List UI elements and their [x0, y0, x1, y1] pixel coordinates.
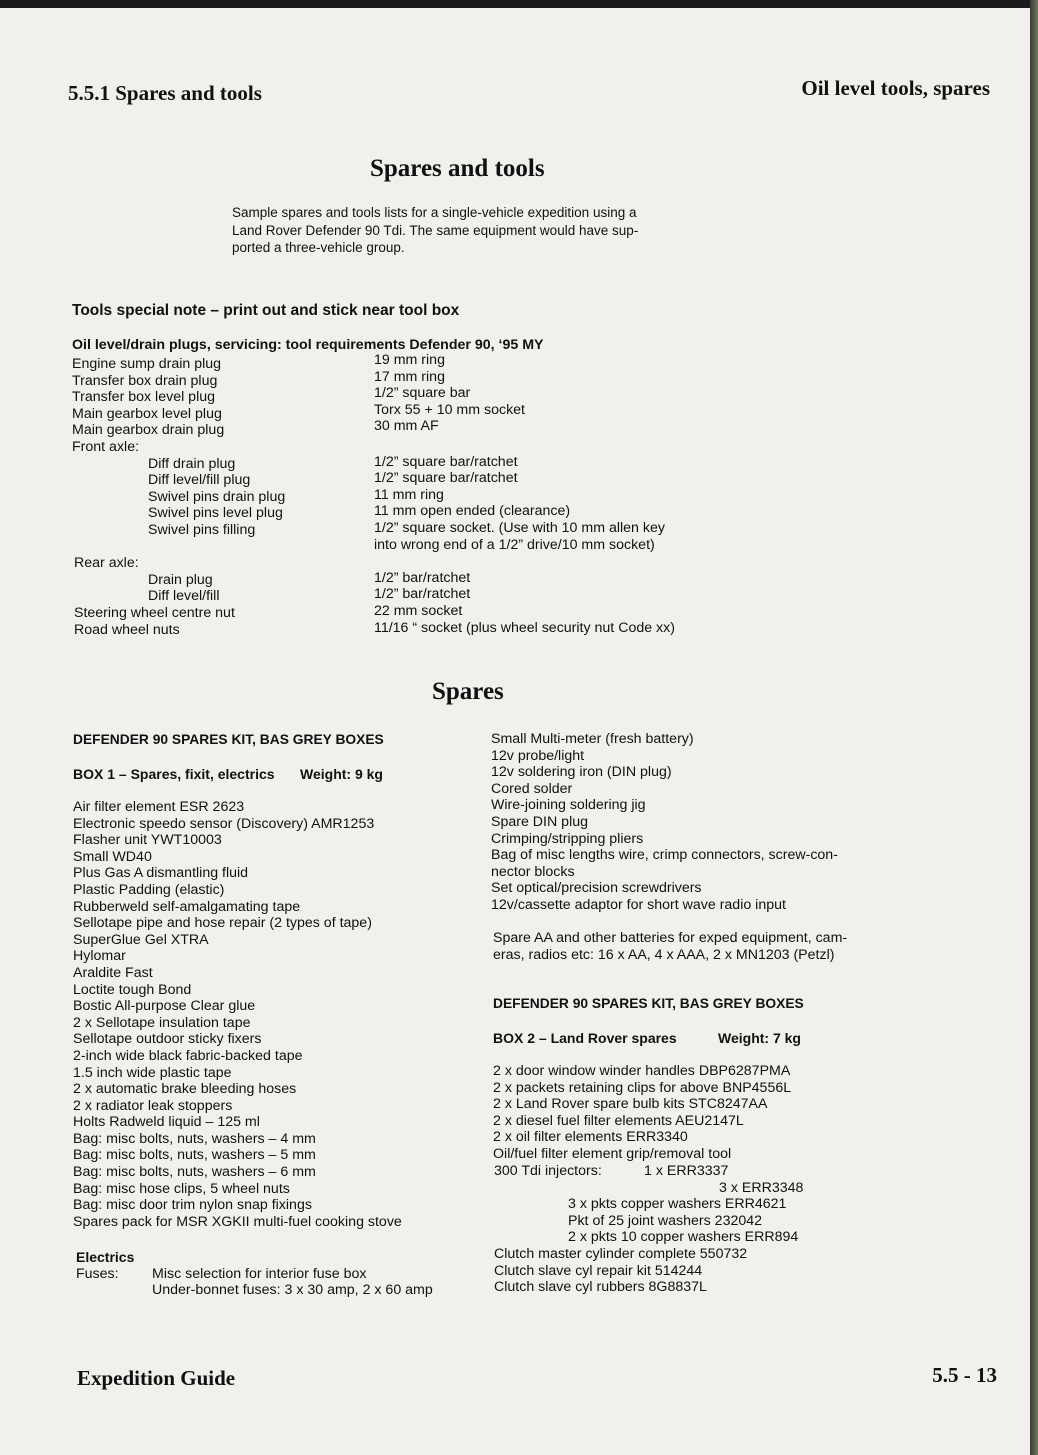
- list-item: Bag: misc door trim nylon snap fixings: [73, 1197, 312, 1214]
- list-item: Plastic Padding (elastic): [73, 881, 225, 898]
- tool-item: Drain plug: [148, 571, 213, 588]
- box2-weight: Weight: 7 kg: [718, 1030, 801, 1046]
- electrical-tools-list: [491, 731, 838, 914]
- intro-paragraph: [232, 204, 638, 257]
- electrics-heading: Electrics: [76, 1249, 135, 1265]
- tool-item: Steering wheel centre nut: [74, 604, 235, 621]
- tool-item: Diff drain plug: [148, 455, 236, 472]
- list-item: Araldite Fast: [73, 964, 153, 981]
- list-item: Cored solder: [491, 780, 573, 797]
- tool-group-label: Rear axle:: [74, 555, 139, 572]
- list-item: 2 x automatic brake bleeding hoses: [73, 1081, 297, 1098]
- tool-item: Engine sump drain plug: [72, 356, 222, 372]
- tools-note-heading: Tools special note – print out and stick near tool box: [72, 302, 460, 319]
- list-item: Rubberweld self-amalgamating tape: [73, 898, 301, 915]
- tool-item: Diff level/fill: [148, 588, 220, 605]
- tool-item: Main gearbox drain plug: [72, 422, 225, 439]
- list-item: Small WD40: [73, 848, 152, 865]
- intro-line: Land Rover Defender 90 Tdi. The same equipment would have sup-: [232, 222, 639, 238]
- footer-title: Expedition Guide: [77, 1366, 236, 1390]
- tool-item: Diff level/fill plug: [148, 472, 251, 489]
- box1-list: [73, 799, 402, 1230]
- injectors-part-1: 1 x ERR3337: [644, 1163, 729, 1179]
- list-item: Oil/fuel filter element grip/removal tool: [493, 1145, 732, 1162]
- list-item: nector blocks: [491, 863, 575, 880]
- list-item: Sellotape outdoor sticky fixers: [73, 1031, 262, 1048]
- list-item: Plus Gas A dismantling fluid: [73, 865, 249, 882]
- tool-spec: 1/2” bar/ratchet: [374, 586, 471, 603]
- section-header: 5.5.1 Spares and tools: [68, 81, 262, 105]
- list-item: Sellotape pipe and hose repair (2 types of tape): [73, 915, 372, 932]
- clutch-list: [494, 1246, 747, 1296]
- tool-spec: 19 mm ring: [374, 352, 445, 368]
- list-item: 1.5 inch wide plastic tape: [73, 1064, 232, 1081]
- tool-item: Main gearbox level plug: [72, 405, 222, 422]
- tool-spec: 1/2” square socket. (Use with 10 mm allen key: [374, 519, 665, 536]
- tool-item: Swivel pins level plug: [148, 505, 283, 522]
- tool-row: [72, 536, 692, 556]
- list-item: Clutch slave cyl repair kit 514244: [494, 1262, 703, 1279]
- list-item: Bag: misc bolts, nuts, washers – 4 mm: [73, 1130, 316, 1147]
- document-page: [0, 8, 1030, 1455]
- tool-item: Swivel pins drain plug: [148, 488, 286, 505]
- batteries-line: eras, radios etc: 16 x AA, 4 x AAA, 2 x MN1203 (Petzl): [493, 946, 835, 963]
- tool-table: [72, 352, 692, 638]
- tool-spec: 1/2” square bar: [374, 385, 471, 402]
- tool-spec: 1/2” bar/ratchet: [374, 569, 471, 586]
- list-item: Hylomar: [73, 948, 126, 965]
- tool-spec: 1/2” square bar/ratchet: [374, 470, 518, 487]
- topic-header: Oil level tools, spares: [801, 76, 990, 100]
- list-item: Bag of misc lengths wire, crimp connectors, screw-con-: [491, 847, 838, 864]
- tool-spec: into wrong end of a 1/2” drive/10 mm socket): [374, 536, 655, 553]
- list-item: Small Multi-meter (fresh battery): [491, 731, 694, 747]
- spares-title: Spares: [432, 678, 504, 705]
- tool-spec: 22 mm socket: [374, 602, 463, 619]
- kit-heading-left: DEFENDER 90 SPARES KIT, BAS GREY BOXES: [73, 732, 384, 747]
- page-edge: [1030, 0, 1038, 1455]
- fuses-interior: Misc selection for interior fuse box: [152, 1266, 367, 1282]
- tool-spec: 30 mm AF: [374, 418, 439, 435]
- tool-spec: 17 mm ring: [374, 368, 445, 385]
- list-item: Wire-joining soldering jig: [491, 797, 646, 814]
- list-item: 12v soldering iron (DIN plug): [491, 764, 672, 781]
- tool-group-label: Front axle:: [72, 438, 140, 455]
- list-item: 12v/cassette adaptor for short wave radio input: [491, 896, 786, 913]
- list-item: 12v probe/light: [491, 747, 585, 764]
- box2-label: BOX 2 – Land Rover spares: [493, 1030, 677, 1046]
- list-item: 2 x diesel fuel filter elements AEU2147L: [493, 1112, 744, 1129]
- list-item: 2 x radiator leak stoppers: [73, 1097, 233, 1114]
- page-title: Spares and tools: [370, 155, 545, 182]
- washers-list: [568, 1196, 798, 1246]
- list-item: 2-inch wide black fabric-backed tape: [73, 1047, 303, 1064]
- list-item: Bag: misc hose clips, 5 wheel nuts: [73, 1180, 290, 1197]
- list-item: 2 x Sellotape insulation tape: [73, 1014, 251, 1031]
- injectors-label: 300 Tdi injectors:: [494, 1163, 602, 1179]
- tool-spec: 1/2” square bar/ratchet: [374, 453, 518, 470]
- list-item: Clutch master cylinder complete 550732: [494, 1246, 748, 1262]
- list-item: Clutch slave cyl rubbers 8G8837L: [494, 1279, 707, 1296]
- tool-item: Transfer box drain plug: [72, 372, 218, 389]
- tool-spec: Torx 55 + 10 mm socket: [374, 401, 525, 418]
- box1-weight: Weight: 9 kg: [300, 766, 383, 782]
- tool-spec: 11 mm open ended (clearance): [374, 503, 571, 520]
- list-item: 2 x pkts 10 copper washers ERR894: [568, 1229, 799, 1246]
- box1-label: BOX 1 – Spares, fixit, electrics: [73, 766, 275, 782]
- fuses-label: Fuses:: [76, 1266, 119, 1282]
- list-item: Flasher unit YWT10003: [73, 832, 222, 849]
- list-item: Spare DIN plug: [491, 813, 588, 830]
- tool-row: [72, 619, 692, 639]
- batteries-paragraph: [493, 930, 847, 963]
- list-item: Bostic All-purpose Clear glue: [73, 998, 256, 1015]
- tool-spec: 11 mm ring: [374, 486, 444, 503]
- tool-item: Swivel pins filling: [148, 521, 256, 538]
- list-item: 3 x pkts copper washers ERR4621: [568, 1196, 787, 1212]
- list-item: Bag: misc bolts, nuts, washers – 6 mm: [73, 1164, 316, 1181]
- tool-spec: 11/16 “ socket (plus wheel security nut Code xx): [374, 619, 675, 636]
- list-item: 2 x oil filter elements ERR3340: [493, 1129, 688, 1146]
- list-item: Crimping/stripping pliers: [491, 830, 644, 847]
- tool-item: Transfer box level plug: [72, 389, 215, 406]
- list-item: Air filter element ESR 2623: [73, 799, 245, 815]
- list-item: 2 x packets retaining clips for above BNP4556L: [493, 1079, 792, 1096]
- kit-heading-right: DEFENDER 90 SPARES KIT, BAS GREY BOXES: [493, 996, 804, 1011]
- list-item: SuperGlue Gel XTRA: [73, 931, 209, 948]
- list-item: 2 x door window winder handles DBP6287PMA: [493, 1063, 791, 1079]
- list-item: Electronic speedo sensor (Discovery) AMR1253: [73, 815, 375, 832]
- injectors-part-2: 3 x ERR3348: [719, 1180, 804, 1196]
- tool-item: Road wheel nuts: [74, 621, 180, 638]
- intro-line: Sample spares and tools lists for a single-vehicle expedition using a: [232, 205, 637, 220]
- list-item: Holts Radweld liquid – 125 ml: [73, 1114, 260, 1131]
- list-item: 2 x Land Rover spare bulb kits STC8247AA: [493, 1096, 768, 1113]
- tool-row: [72, 418, 692, 439]
- batteries-line: Spare AA and other batteries for exped equipment, cam-: [493, 930, 848, 946]
- list-item: Bag: misc bolts, nuts, washers – 5 mm: [73, 1147, 316, 1164]
- list-item: Pkt of 25 joint washers 232042: [568, 1212, 763, 1229]
- fuses-under-bonnet: Under-bonnet fuses: 3 x 30 amp, 2 x 60 amp: [152, 1282, 433, 1298]
- intro-line: ported a three-vehicle group.: [232, 240, 405, 255]
- page-number: 5.5 - 13: [932, 1363, 997, 1387]
- list-item: Loctite tough Bond: [73, 981, 192, 998]
- box2-list: [493, 1063, 791, 1163]
- oil-tools-heading: Oil level/drain plugs, servicing: tool requirements Defender 90, ‘95 MY: [72, 337, 544, 353]
- list-item: Set optical/precision screwdrivers: [491, 880, 702, 897]
- list-item: Spares pack for MSR XGKII multi-fuel cooking stove: [73, 1213, 402, 1230]
